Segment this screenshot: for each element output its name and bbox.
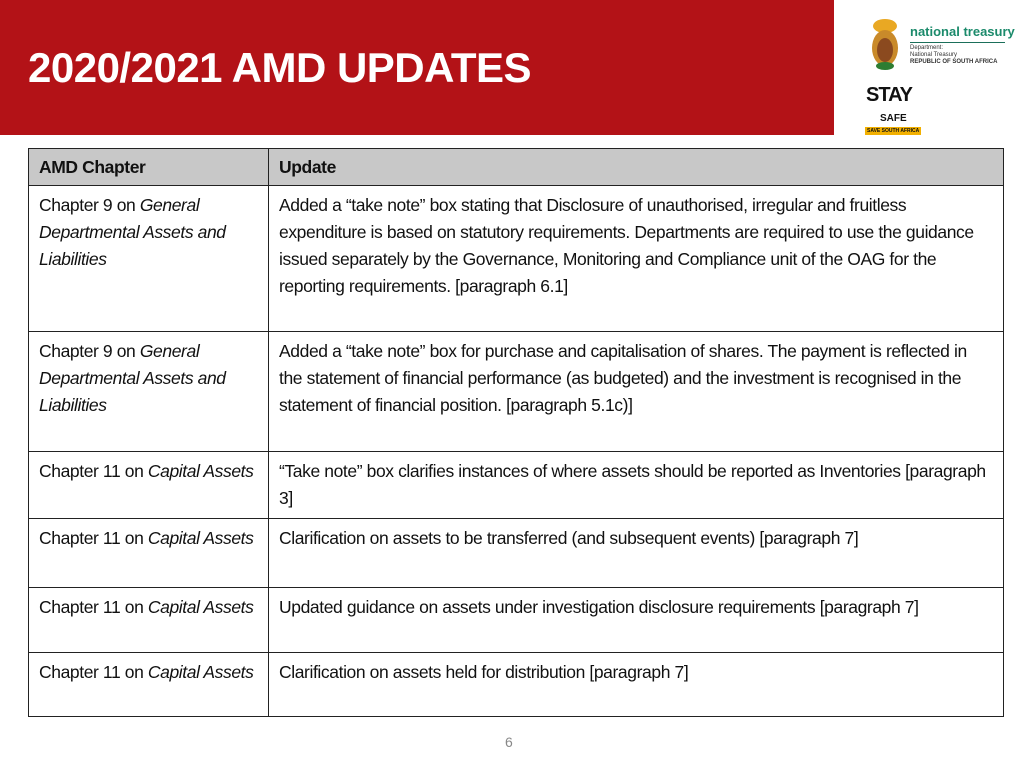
page-number: 6 [505,734,513,750]
update-cell: Clarification on assets to be transferred (and subsequent events) [paragraph 7] [269,519,1004,588]
update-cell: “Take note” box clarifies instances of where assets should be reported as Inventories [paragraph 3] [269,452,1004,519]
table-header-row [29,149,1004,186]
chapter-cell: Chapter 11 on Capital Assets [29,452,269,519]
table-row [29,452,1004,519]
table-row [29,588,1004,653]
amd-updates-table [28,148,1004,717]
update-cell: Added a “take note” box for purchase and capitalisation of shares. The payment is reflected in the statement of financial performance (as budgeted) and the investment is recognised in the statement of financial position. [paragraph 5.1c)] [269,332,1004,452]
update-cell: Clarification on assets held for distribution [paragraph 7] [269,653,1004,717]
table-row [29,653,1004,717]
save-south-africa-text: SAVE SOUTH AFRICA [867,128,920,134]
logo-subtext: Department: National Treasury REPUBLIC OF SOUTH AFRICA [910,45,998,65]
column-header: Update [269,149,1004,186]
update-cell: Updated guidance on assets under investigation disclosure requirements [paragraph 7] [269,588,1004,653]
logos [860,12,1020,137]
chapter-cell: Chapter 11 on Capital Assets [29,653,269,717]
update-cell: Added a “take note” box stating that Disclosure of unauthorised, irregular and fruitless expenditure is based on statutory requirements. Departments are required to use the guidance issued separately by the Governance, Monitoring and Compliance unit of the OAG for the reporting requirements. [paragraph 6.1] [269,186,1004,332]
chapter-cell: Chapter 9 on General Departmental Assets and Liabilities [29,186,269,332]
slide-title: 2020/2021 AMD UPDATES [28,44,532,91]
coat-of-arms-icon [864,16,906,72]
column-header: AMD Chapter [29,149,269,186]
table-row [29,186,1004,332]
title-banner [0,0,834,135]
logo-text: national treasury [910,24,1015,39]
chapter-cell: Chapter 9 on General Departmental Assets and Liabilities [29,332,269,452]
stay-safe-logo: STAY [866,84,913,106]
chapter-cell: Chapter 11 on Capital Assets [29,519,269,588]
table-row [29,519,1004,588]
stay-safe-text: SAFE [880,113,907,124]
table-row [29,332,1004,452]
chapter-cell: Chapter 11 on Capital Assets [29,588,269,653]
